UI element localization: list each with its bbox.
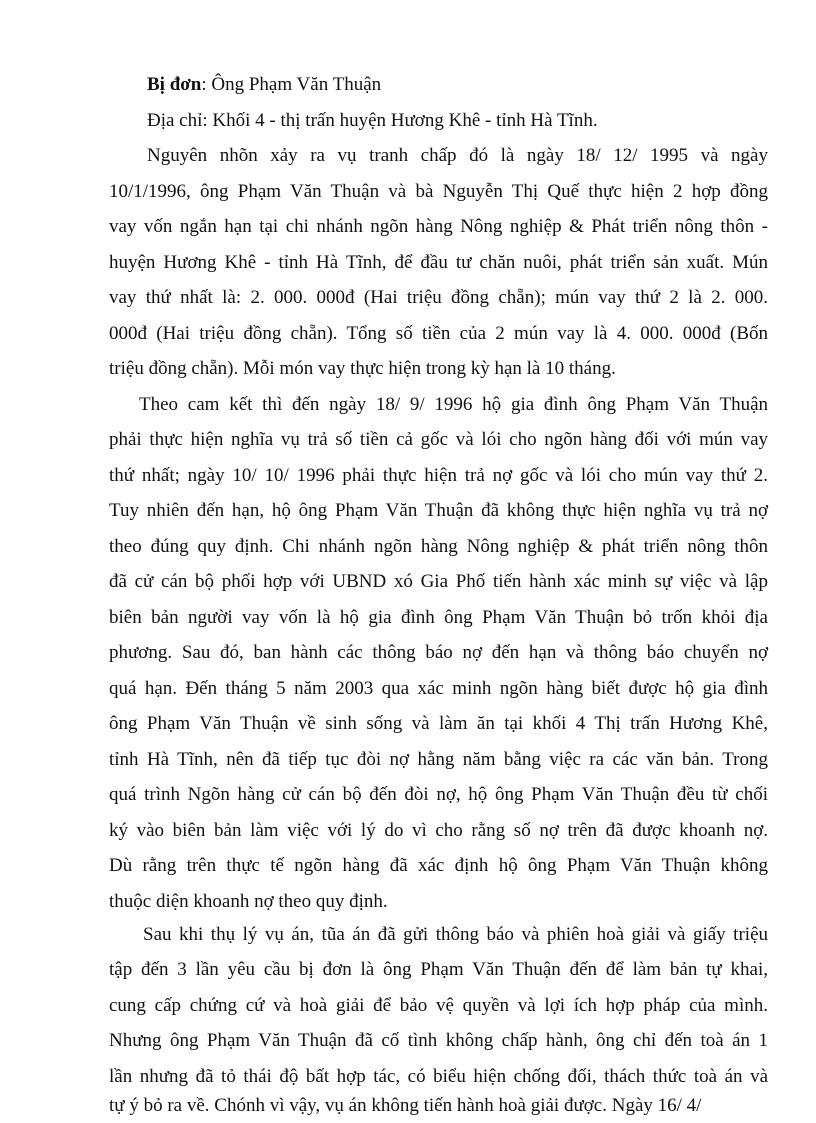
paragraph-line: ông Phạm Văn Thuận về sinh sống và làm ăn tại khối 4 Thị trấn Hương Khê, <box>109 713 768 734</box>
paragraph-line: Nhưng ông Phạm Văn Thuận đã cố tình không chấp hành, ông chỉ đến toà án 1 <box>109 1030 768 1051</box>
paragraph-line: Dù rằng trên thực tế ngõn hàng đã xác định hộ ông Phạm Văn Thuận không <box>109 855 768 876</box>
paragraph-line: thuộc diện khoanh nợ theo quy định. <box>109 891 388 912</box>
defendant-value: : Ông Phạm Văn Thuận <box>201 74 382 95</box>
paragraph-line: vay vốn ngắn hạn tại chi nhánh ngõn hàng Nông nghiệp & Phát triển nông thôn - <box>109 216 768 237</box>
paragraph-line: phương. Sau đó, ban hành các thông báo nợ đến hạn và thông báo chuyển nợ <box>109 642 768 663</box>
paragraph-line: thứ nhất; ngày 10/ 10/ 1996 phải thực hiện trả nợ gốc và lói cho mún vay thứ 2. <box>109 465 768 486</box>
paragraph-line: quá trình Ngõn hàng cử cán bộ đến đòi nợ, hộ ông Phạm Văn Thuận đều từ chối <box>109 784 768 805</box>
paragraph-line: phải thực hiện nghĩa vụ trả số tiền cả gốc và lói cho ngõn hàng đối với mún vay <box>109 429 768 450</box>
paragraph-line: đã cử cán bộ phối hợp với UBND xó Gia Phố tiến hành xác minh sự việc và lập <box>109 571 768 592</box>
paragraph-line: cung cấp chứng cứ và hoà giải để bảo vệ quyền và lợi ích hợp pháp của mình. <box>109 995 768 1016</box>
paragraph-line: Theo cam kết thì đến ngày 18/ 9/ 1996 hộ gia đình ông Phạm Văn Thuận <box>139 394 768 415</box>
address-line: Địa chỉ: Khối 4 - thị trấn huyện Hương Khê - tỉnh Hà Tĩnh. <box>147 110 598 131</box>
paragraph-line: quá hạn. Đến tháng 5 năm 2003 qua xác minh ngõn hàng biết được hộ gia đình <box>109 678 768 699</box>
paragraph-line: 10/1/1996, ông Phạm Văn Thuận và bà Nguyễn Thị Quế thực hiện 2 hợp đồng <box>109 181 768 202</box>
defendant-label: Bị đơn <box>147 74 202 95</box>
paragraph-line: tập đến 3 lần yêu cầu bị đơn là ông Phạm Văn Thuận đến để làm bản tự khai, <box>109 959 768 980</box>
paragraph-line: theo đúng quy định. Chi nhánh ngõn hàng Nông nghiệp & phát triển nông thôn <box>109 536 768 557</box>
paragraph-line: vay thứ nhất là: 2. 000. 000đ (Hai triệu đồng chẵn); mún vay thứ 2 là 2. 000. <box>109 287 768 308</box>
paragraph-line: huyện Hương Khê - tỉnh Hà Tĩnh, để đầu tư chăn nuôi, phát triển sản xuất. Mún <box>109 252 768 273</box>
paragraph-line: tự ý bỏ ra về. Chónh vì vậy, vụ án không tiến hành hoà giải được. Ngày 16/ 4/ <box>109 1095 702 1116</box>
paragraph-line: tỉnh Hà Tĩnh, nên đã tiếp tục đòi nợ hằng năm bằng việc ra các văn bản. Trong <box>109 749 768 770</box>
defendant-line <box>147 74 806 98</box>
paragraph-line: Tuy nhiên đến hạn, hộ ông Phạm Văn Thuận đã không thực hiện nghĩa vụ trả nợ <box>109 500 768 521</box>
paragraph-line: lần nhưng đã tỏ thái độ bất hợp tác, có biểu hiện chống đối, thách thức toà án và <box>109 1066 768 1087</box>
paragraph-line: biên bản người vay vốn là hộ gia đình ông Phạm Văn Thuận bỏ trốn khỏi địa <box>109 607 768 628</box>
paragraph-line: Sau khi thụ lý vụ án, tũa án đã gửi thông báo và phiên hoà giải và giấy triệu <box>143 924 768 945</box>
paragraph-line: Nguyên nhõn xảy ra vụ tranh chấp đó là ngày 18/ 12/ 1995 và ngày <box>147 145 768 166</box>
paragraph-line: 000đ (Hai triệu đồng chẵn). Tổng số tiền của 2 mún vay là 4. 000. 000đ (Bốn <box>109 323 768 344</box>
paragraph-line: ký vào biên bản làm việc với lý do vì cho rằng số nợ trên đã được khoanh nợ. <box>109 820 768 841</box>
paragraph-line: triệu đồng chẵn). Mỗi món vay thực hiện trong kỳ hạn là 10 tháng. <box>109 358 616 379</box>
